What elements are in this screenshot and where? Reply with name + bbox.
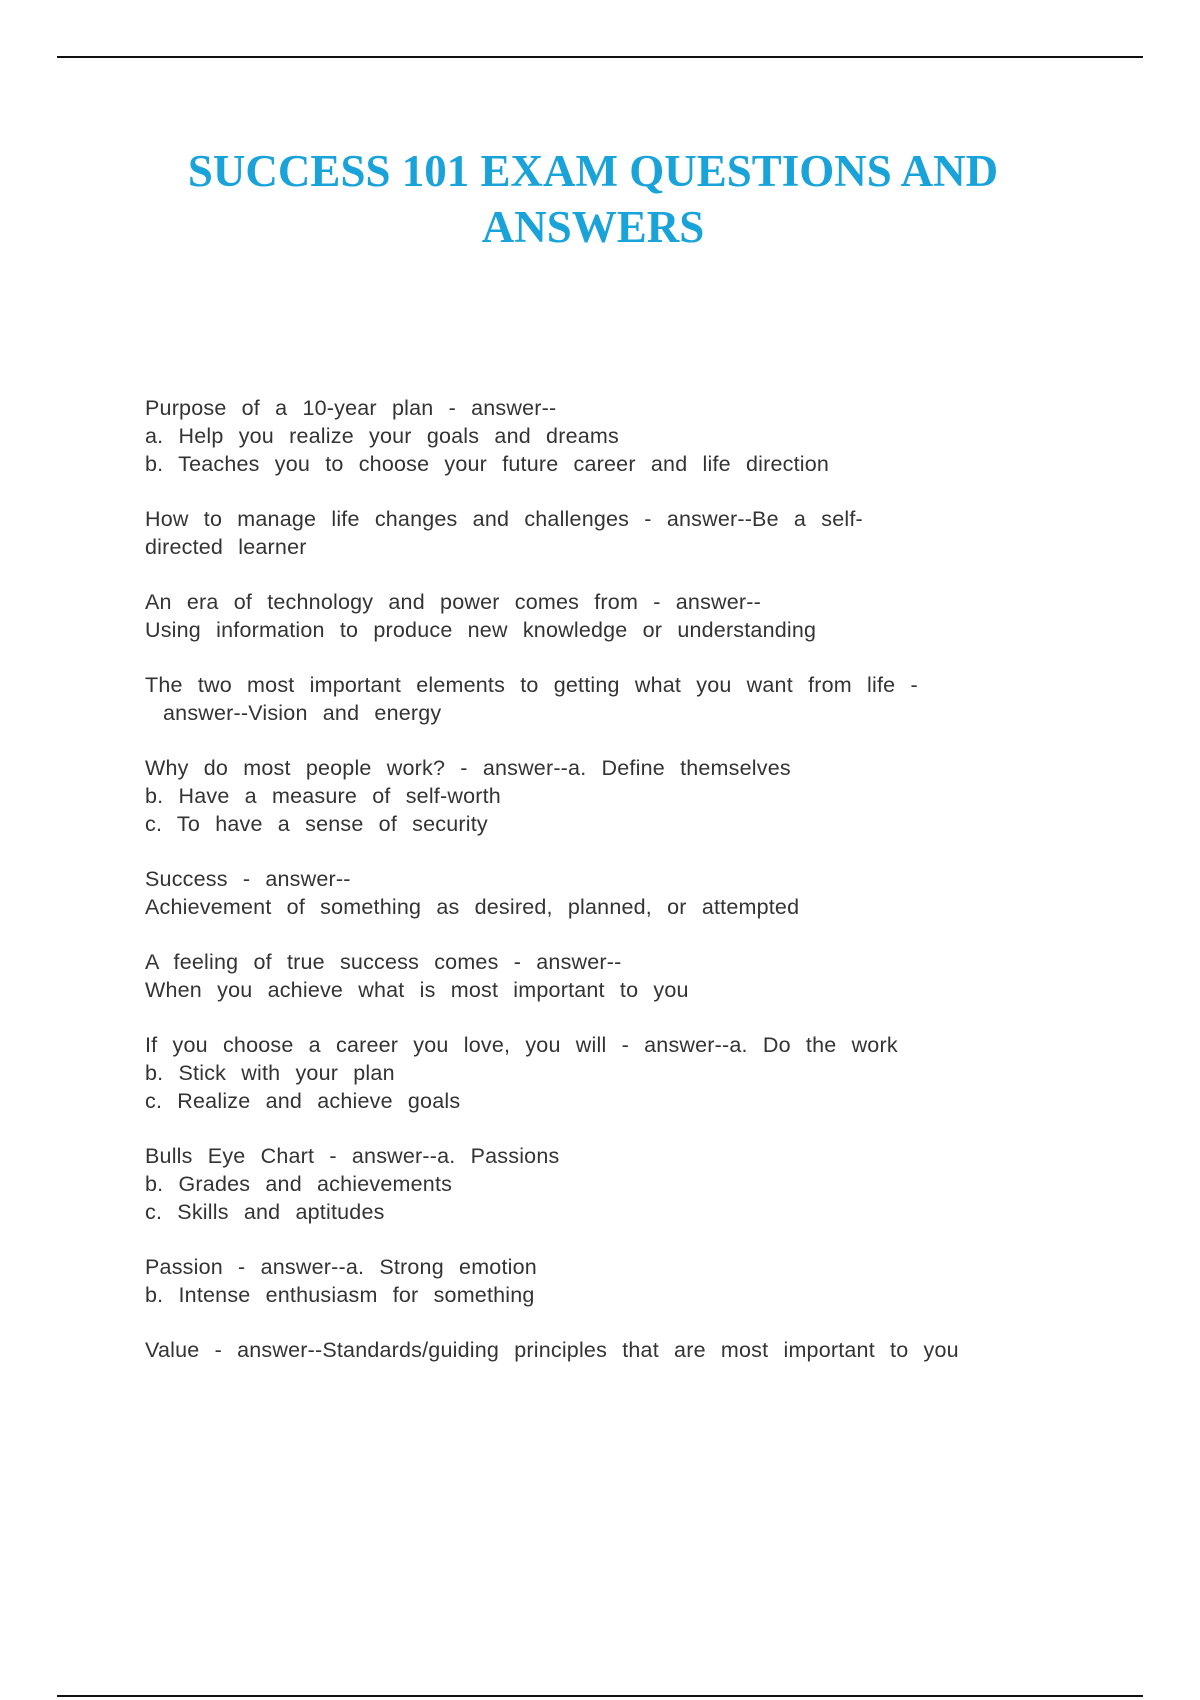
qa-item — [145, 865, 1065, 921]
qa-item — [145, 394, 1065, 478]
qa-line: b. Intense enthusiasm for something — [145, 1283, 535, 1307]
qa-line: Purpose of a 10-year plan - answer-- — [145, 396, 557, 420]
title-line-2: ANSWERS — [481, 202, 705, 252]
qa-line: Why do most people work? - answer--a. Define themselves — [145, 756, 791, 780]
qa-line: directed learner — [145, 535, 307, 559]
qa-line: b. Teaches you to choose your future career and life direction — [145, 452, 830, 476]
qa-line: How to manage life changes and challenges - answer--Be a self- — [145, 507, 863, 531]
qa-line: a. Help you realize your goals and dreams — [145, 424, 619, 448]
qa-line: b. Grades and achievements — [145, 1172, 453, 1196]
qa-line: Bulls Eye Chart - answer--a. Passions — [145, 1144, 560, 1168]
qa-line: Success - answer-- — [145, 867, 351, 891]
qa-item — [145, 588, 1065, 644]
document-title — [150, 143, 1036, 255]
qa-line: A feeling of true success comes - answer-- — [145, 950, 622, 974]
qa-item — [145, 1031, 1065, 1115]
qa-item — [145, 1336, 1065, 1364]
title-line-1: SUCCESS 101 EXAM QUESTIONS AND — [187, 146, 999, 196]
qa-line: b. Stick with your plan — [145, 1061, 395, 1085]
qa-line: answer--Vision and energy — [163, 701, 442, 725]
qa-line: c. Skills and aptitudes — [145, 1200, 385, 1224]
qa-line: b. Have a measure of self-worth — [145, 784, 501, 808]
qa-line: Using information to produce new knowledge or understanding — [145, 618, 817, 642]
qa-item — [145, 1142, 1065, 1226]
qa-line: An era of technology and power comes from - answer-- — [145, 590, 761, 614]
qa-line: Value - answer--Standards/guiding principles that are most important to you — [145, 1338, 959, 1362]
bottom-rule — [57, 1695, 1143, 1697]
qa-item — [145, 754, 1065, 838]
qa-item — [145, 1253, 1065, 1309]
qa-item — [145, 505, 1065, 561]
qa-line: If you choose a career you love, you will - answer--a. Do the work — [145, 1033, 898, 1057]
qa-line: When you achieve what is most important to you — [145, 978, 689, 1002]
qa-list — [145, 394, 1065, 1391]
qa-item — [145, 948, 1065, 1004]
top-rule — [57, 56, 1143, 58]
qa-line: c. Realize and achieve goals — [145, 1089, 461, 1113]
qa-item — [145, 671, 1065, 727]
qa-line: The two most important elements to getting what you want from life - — [145, 673, 918, 697]
qa-line: c. To have a sense of security — [145, 812, 488, 836]
qa-line: Achievement of something as desired, planned, or attempted — [145, 895, 800, 919]
qa-line: Passion - answer--a. Strong emotion — [145, 1255, 537, 1279]
